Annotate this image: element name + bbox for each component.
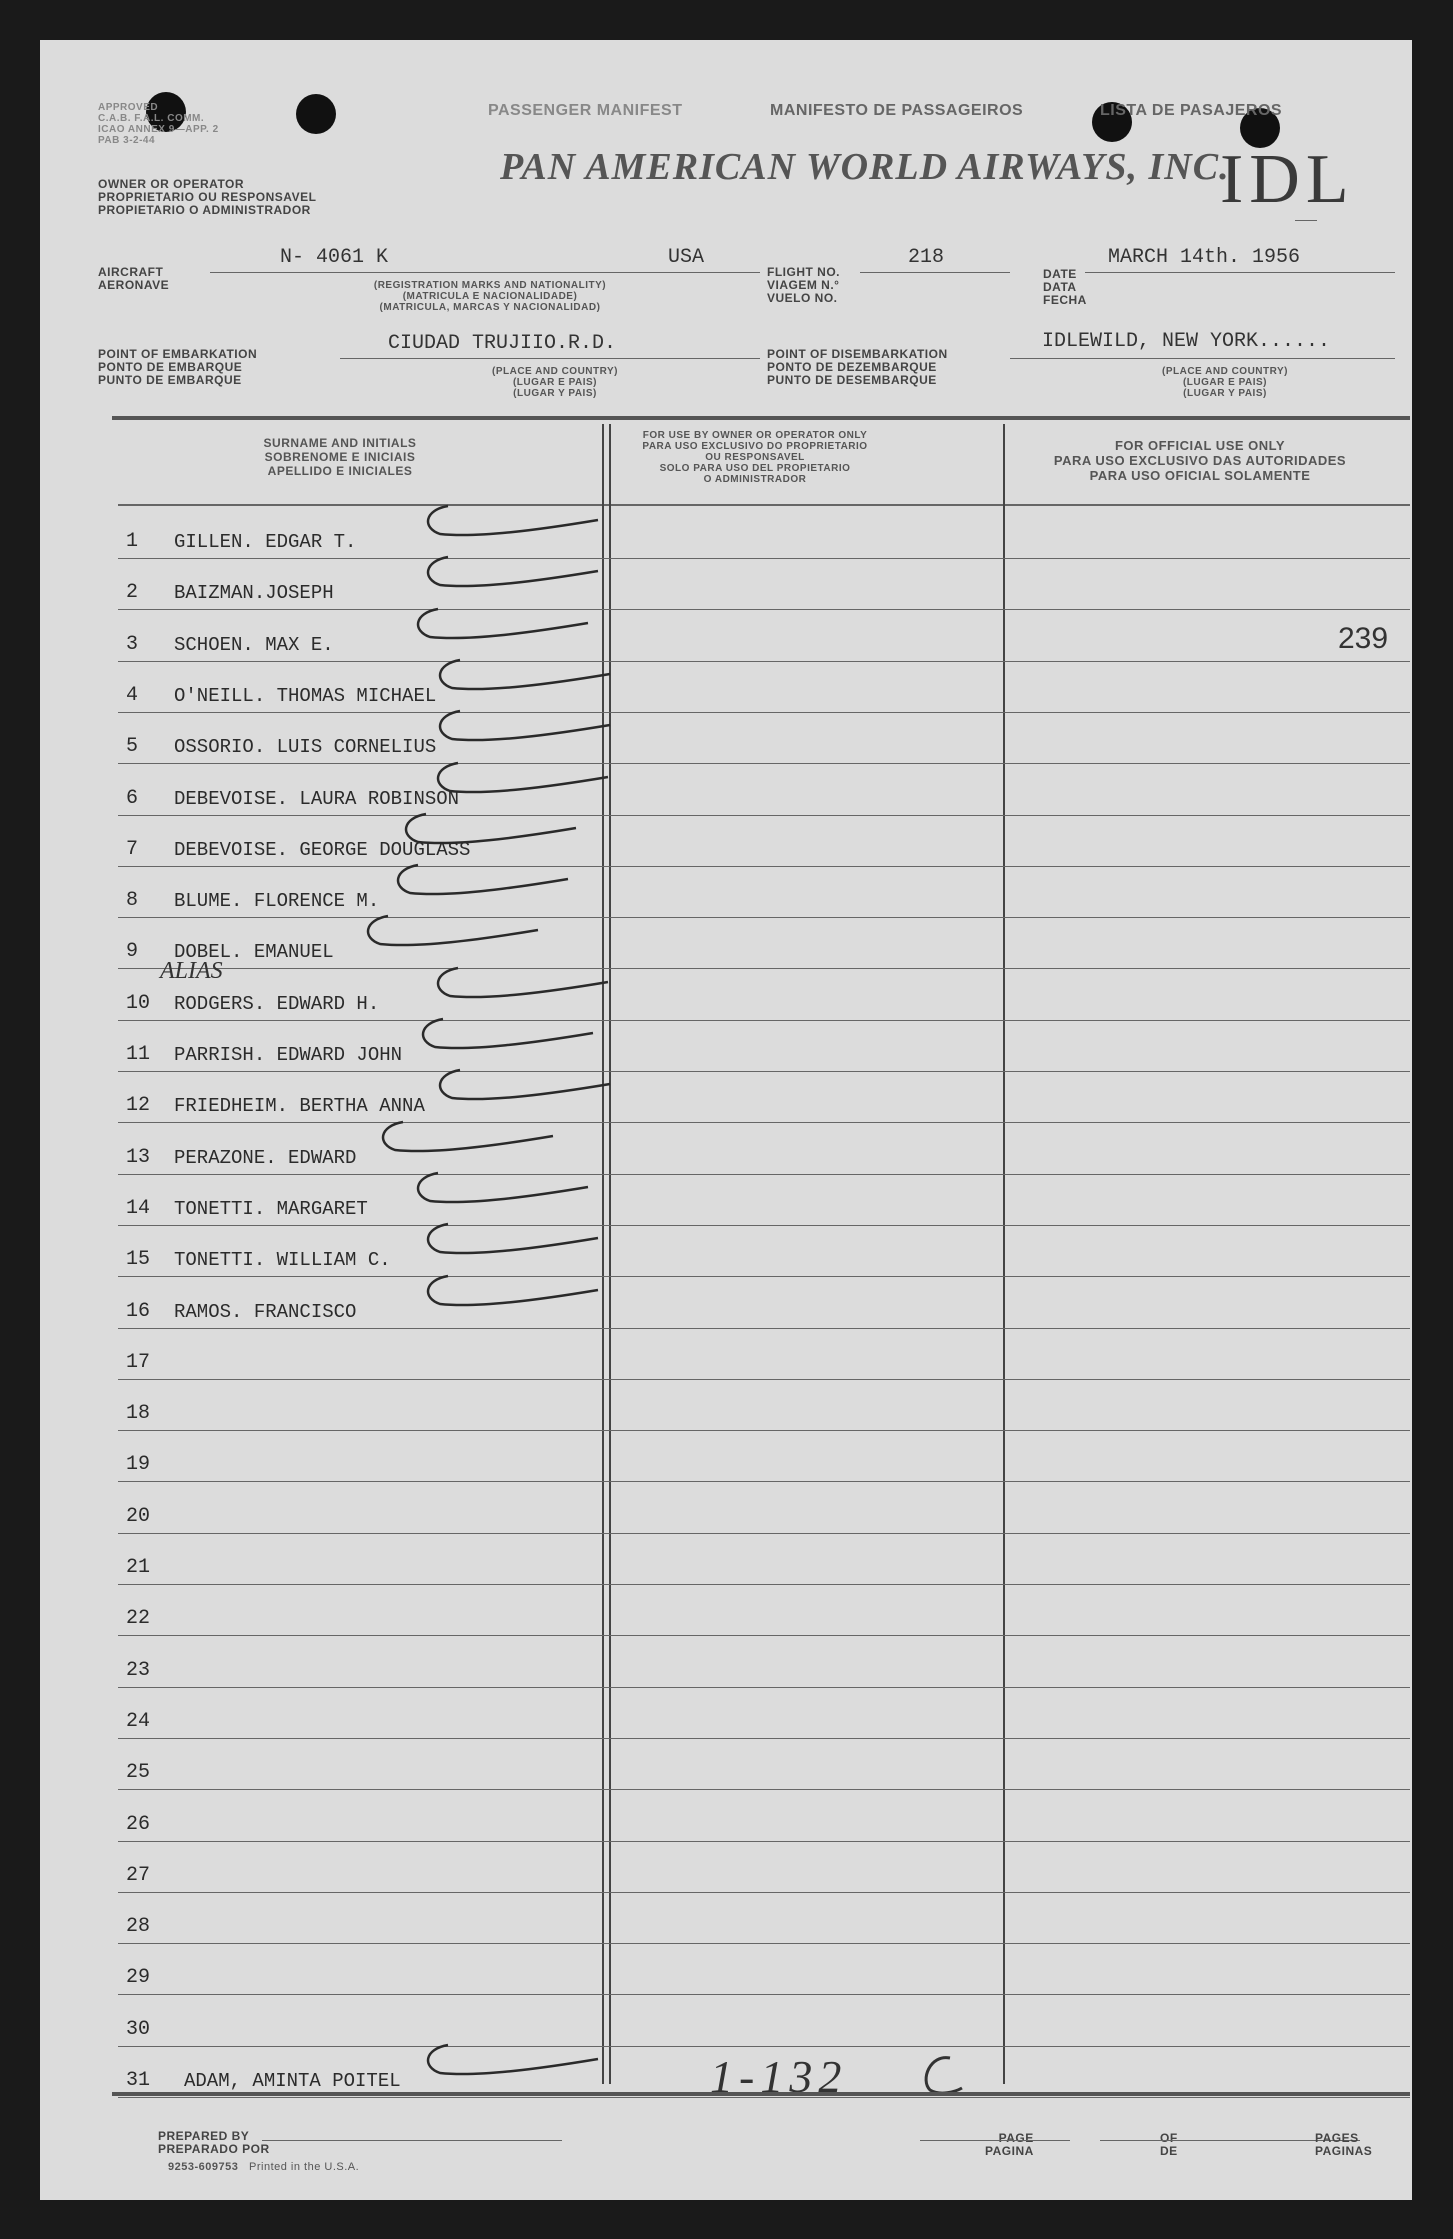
row-number: 13 (126, 1145, 151, 1169)
row-number: 16 (126, 1299, 151, 1323)
check-mark-icon (413, 1013, 613, 1063)
table-row (118, 1021, 1410, 1072)
bottom-handwritten-note: 1-132 (710, 2051, 848, 2102)
column-header-surname: SURNAME AND INITIALS SOBRENOME E INICIAIS APELLIDO E INICIALES (263, 436, 417, 478)
check-mark-icon (418, 551, 618, 601)
aircraft-sublabel: (REGISTRATION MARKS AND NATIONALITY) (MATRICULA E NACIONALIDADE) (MATRICULA, MARCAS Y NACIONALIDAD) (373, 280, 607, 313)
row-number: 22 (126, 1607, 151, 1631)
check-mark-icon (418, 1218, 618, 1268)
table-row (118, 508, 1410, 559)
row-number: 23 (126, 1658, 151, 1682)
embarkation-label: POINT OF EMBARKATION PONTO DE EMBARQUE PUNTO DE EMBARQUE (98, 347, 258, 387)
title-lista: LISTA DE PASAJEROS (1100, 102, 1283, 119)
table-row (118, 1893, 1410, 1944)
column-header-official: FOR OFFICIAL USE ONLY PARA USO EXCLUSIVO DAS AUTORIDADES PARA USO OFICIAL SOLAMENTE (1053, 438, 1347, 483)
table-row (118, 1175, 1410, 1226)
flight-date: MARCH 14th. 1956 (1108, 246, 1301, 269)
passenger-name: O'NEILL. THOMAS MICHAEL (174, 684, 437, 707)
table-row (118, 1278, 1410, 1329)
passenger-name: RODGERS. EDWARD H. (174, 992, 380, 1015)
check-mark-icon (388, 859, 588, 909)
alias-note: ALIAS (160, 958, 223, 984)
embarkation-point: CIUDAD TRUJIIO.R.D. (388, 332, 617, 355)
row-number: 12 (126, 1094, 151, 1118)
check-mark-icon (408, 1167, 608, 1217)
table-row (118, 918, 1410, 969)
flight-underline (860, 272, 1010, 273)
table-top-rule (112, 416, 1410, 420)
row-number: 17 (126, 1350, 151, 1374)
title-passenger-manifest: PASSENGER MANIFEST (488, 102, 683, 119)
punch-hole (296, 94, 336, 134)
stamp-underline (1295, 220, 1317, 221)
row-number: 5 (126, 735, 139, 759)
station-stamp: IDL (1220, 141, 1355, 218)
table-row (118, 1483, 1410, 1534)
row-number: 9 (126, 940, 139, 964)
airline-name: PAN AMERICAN WORLD AIRWAYS, INC. (500, 146, 1230, 188)
pages-label: PAGES PAGINAS (1315, 2131, 1373, 2158)
embarkation-underline (340, 358, 760, 359)
table-row (118, 765, 1410, 816)
prepared-by-label: PREPARED BY PREPARADO POR (158, 2129, 270, 2156)
table-row (118, 1791, 1410, 1842)
row-number: 26 (126, 1812, 151, 1836)
check-mark-icon (373, 1116, 573, 1166)
table-row (118, 1431, 1410, 1482)
date-label: DATE DATA FECHA (1043, 267, 1087, 307)
table-row (118, 1996, 1410, 2047)
passenger-name: BLUME. FLORENCE M. (174, 890, 380, 913)
date-underline (1085, 272, 1395, 273)
passenger-name: PARRISH. EDWARD JOHN (174, 1044, 403, 1066)
title-manifesto: MANIFESTO DE PASSAGEIROS (770, 102, 1024, 119)
row-number: 20 (126, 1504, 151, 1528)
row-number: 11 (126, 1043, 151, 1066)
check-mark-icon (358, 910, 558, 960)
row-number: 24 (126, 1709, 151, 1733)
table-row (118, 1072, 1410, 1123)
aircraft-underline (210, 272, 760, 273)
row-number: 14 (126, 1196, 151, 1220)
table-row (118, 611, 1410, 662)
row-number: 10 (126, 991, 151, 1015)
passenger-name: DEBEVOISE. GEORGE DOUGLASS (174, 838, 471, 861)
check-mark-icon (418, 1270, 618, 1320)
table-row (118, 970, 1410, 1021)
table-row (118, 1688, 1410, 1739)
flight-number: 218 (908, 246, 945, 269)
passenger-name: TONETTI. MARGARET (174, 1197, 368, 1220)
row-number: 29 (126, 1966, 151, 1990)
aircraft-label: AIRCRAFT AERONAVE (98, 265, 170, 292)
table-row (118, 1585, 1410, 1636)
table-row (118, 1637, 1410, 1688)
table-row (118, 559, 1410, 610)
manifest-page (40, 40, 1412, 2200)
table-row (118, 1329, 1410, 1380)
table-row (118, 713, 1410, 764)
table-row (118, 1944, 1410, 1995)
table-row (118, 867, 1410, 918)
row-number: 2 (126, 581, 139, 605)
check-mark-icon (430, 1064, 630, 1114)
prepared-by-underline (262, 2140, 562, 2141)
row-number: 7 (126, 837, 139, 861)
check-mark-icon (428, 962, 628, 1012)
owner-operator-label: OWNER OR OPERATOR PROPRIETARIO OU RESPONSAVEL PROPIETARIO O ADMINISTRADOR (98, 177, 317, 217)
disembarkation-underline (1010, 358, 1395, 359)
check-mark-icon (408, 603, 608, 653)
disembarkation-label: POINT OF DISEMBARKATION PONTO DE DEZEMBARQUE PUNTO DE DESEMBARQUE (767, 347, 948, 387)
passenger-name: PERAZONE. EDWARD (174, 1146, 357, 1169)
table-row (118, 1226, 1410, 1277)
official-use-value: 239 (1338, 621, 1389, 655)
check-mark-icon (396, 808, 596, 858)
table-row (118, 1124, 1410, 1175)
passenger-name: OSSORIO. LUIS CORNELIUS (174, 736, 437, 759)
row-number: 15 (126, 1248, 151, 1272)
passenger-name: ADAM, AMINTA POITEL (184, 2070, 401, 2092)
table-row (118, 662, 1410, 713)
column-header-operator: FOR USE BY OWNER OR OPERATOR ONLY PARA USO EXCLUSIVO DO PROPRIETARIO OU RESPONSAVEL SOLO PARA USO DEL PROPIETARIO O ADMINISTRADOR (642, 430, 868, 485)
check-mark-icon (418, 500, 618, 550)
row-number: 3 (126, 632, 139, 656)
passenger-name: RAMOS. FRANCISCO (174, 1300, 357, 1323)
disembarkation-point: IDLEWILD, NEW YORK...... (1042, 330, 1331, 353)
row-number: 1 (126, 530, 139, 553)
row-number: 18 (126, 1402, 151, 1426)
passenger-name: DEBEVOISE. LAURA ROBINSON (174, 787, 460, 810)
page-underline (920, 2140, 1070, 2141)
disembarkation-sublabel: (PLACE AND COUNTRY) (LUGAR E PAIS) (LUGAR Y PAIS) (1162, 366, 1288, 399)
row-number: 6 (126, 786, 139, 810)
row-number: 28 (126, 1915, 151, 1939)
table-bottom-rule (112, 2092, 1410, 2096)
table-row (118, 1534, 1410, 1585)
aircraft-nationality: USA (668, 246, 705, 269)
passenger-name: DOBEL. EMANUEL (174, 941, 334, 964)
table-row (118, 1739, 1410, 1790)
table-row (118, 1842, 1410, 1893)
aircraft-registration: N- 4061 K (280, 246, 389, 269)
check-mark-icon (430, 705, 630, 755)
check-mark-icon (430, 654, 630, 704)
table-row (118, 1380, 1410, 1431)
row-number: 8 (126, 889, 139, 913)
flight-label: FLIGHT NO. VIAGEM N.° VUELO NO. (767, 265, 840, 305)
form-number: 9253-609753 Printed in the U.S.A. (168, 2161, 360, 2173)
row-number: 21 (126, 1556, 151, 1579)
check-mark-icon (428, 757, 628, 807)
passenger-name: GILLEN. EDGAR T. (174, 531, 357, 553)
passenger-name: TONETTI. WILLIAM C. (174, 1249, 391, 1272)
row-number: 19 (126, 1453, 151, 1477)
header-bottom-rule (118, 504, 1410, 506)
embarkation-sublabel: (PLACE AND COUNTRY) (LUGAR E PAIS) (LUGAR Y PAIS) (492, 366, 618, 399)
table-row (118, 816, 1410, 867)
row-number: 27 (126, 1863, 151, 1887)
row-number: 31 (126, 2069, 151, 2092)
page-label: PAGE PAGINA (985, 2131, 1034, 2158)
check-mark-icon (418, 2039, 618, 2089)
passenger-name: BAIZMAN.JOSEPH (174, 582, 334, 605)
of-label: OF DE (1160, 2131, 1178, 2158)
row-number: 30 (126, 2017, 151, 2041)
form-reference: APPROVED C.A.B. F.A.L. COMM. ICAO ANNEX 9—APP. 2 PAB 3-2-44 (98, 102, 219, 146)
passenger-name: SCHOEN. MAX E. (174, 633, 334, 656)
passenger-name: FRIEDHEIM. BERTHA ANNA (174, 1095, 425, 1118)
row-number: 25 (126, 1761, 151, 1785)
row-number: 4 (126, 683, 139, 707)
